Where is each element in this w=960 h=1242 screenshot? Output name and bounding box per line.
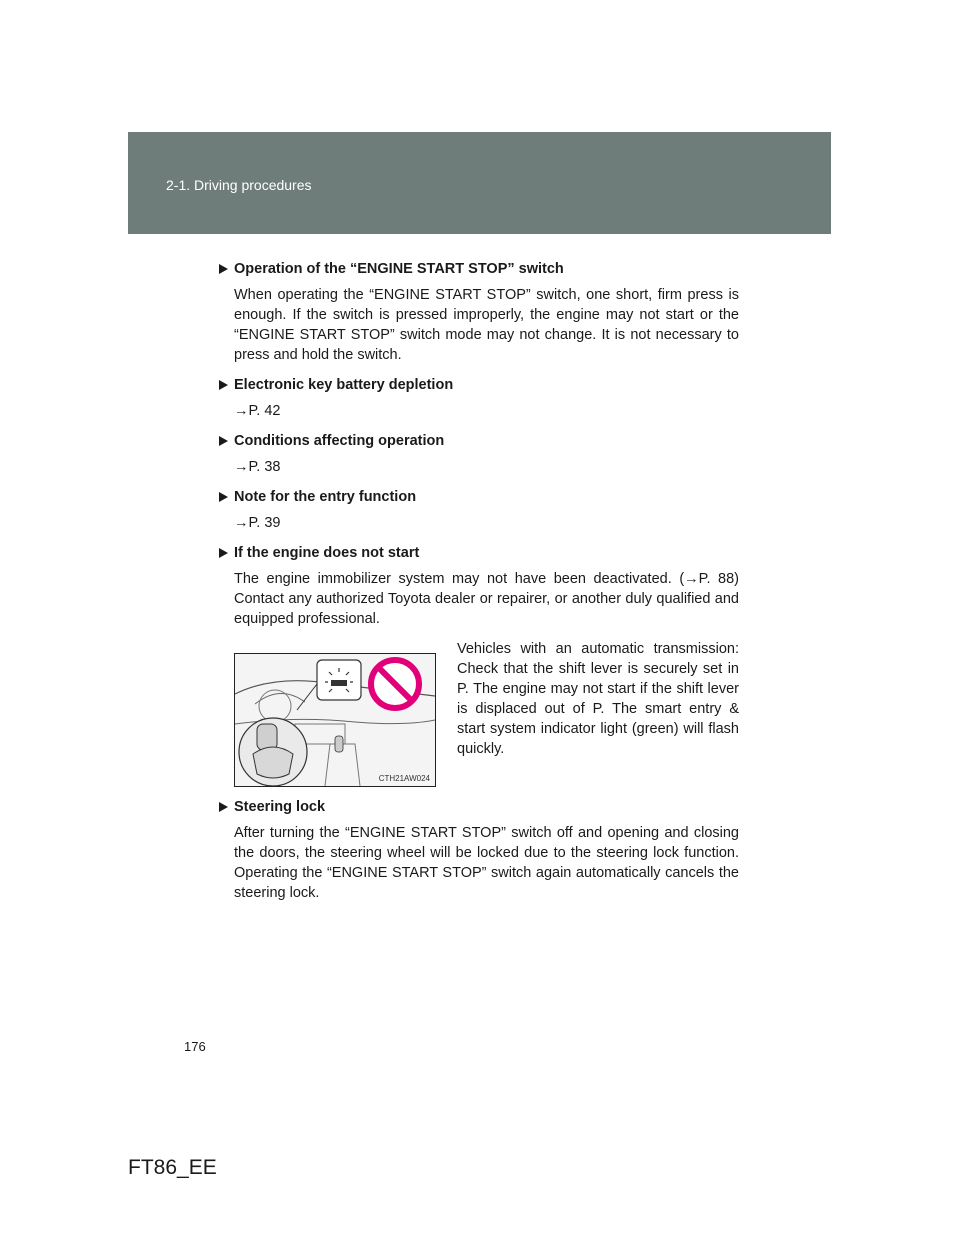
triangle-bullet-icon <box>219 380 228 390</box>
triangle-bullet-icon <box>219 548 228 558</box>
figure-caption: Vehicles with an automatic transmission: Check that the shift lever is securely set in P. The engine may not start if the shift lever is displaced out of P. The smart entry & start system indicator light (green) will flash quickly. <box>457 641 739 757</box>
section-body: When operating the “ENGINE START STOP” switch, one short, firm press is enough. If the switch is pressed improperly, the engine may not start or the “ENGINE START STOP” switch mode may not change. It is not necessary to press and hold the switch. <box>234 287 739 363</box>
dashboard-illustration <box>234 653 436 787</box>
page-number: 176 <box>184 1039 206 1054</box>
chapter-header <box>128 132 831 234</box>
page-reference: →P. 42 <box>234 403 281 419</box>
page-reference: →P. 39 <box>234 515 281 531</box>
triangle-bullet-icon <box>219 492 228 502</box>
section-heading: Steering lock <box>219 797 739 817</box>
dashboard-shift-lever-illustration-icon <box>235 654 435 786</box>
section-heading: Note for the entry function <box>219 487 739 507</box>
section-heading: Electronic key battery depletion <box>219 375 739 395</box>
triangle-bullet-icon <box>219 802 228 812</box>
section-body: After turning the “ENGINE START STOP” switch off and opening and closing the doors, the steering wheel will be locked due to the steering lock function. Operating the “ENGINE START STOP” switch again automatically cancels the steering lock. <box>234 825 739 901</box>
section-body: The engine immobilizer system may not have been deactivated. (→P. 88) Contact any authorized Toyota dealer or repairer, or another duly qualified and equipped professional. <box>234 571 739 627</box>
section-heading: Operation of the “ENGINE START STOP” switch <box>219 259 739 279</box>
triangle-bullet-icon <box>219 264 228 274</box>
page-content <box>219 259 739 913</box>
chapter-title: 2-1. Driving procedures <box>166 177 312 193</box>
page-reference: →P. 38 <box>234 459 281 475</box>
triangle-bullet-icon <box>219 436 228 446</box>
document-code: FT86_EE <box>128 1156 217 1179</box>
section-heading: Conditions affecting operation <box>219 431 739 451</box>
figure-row <box>234 639 739 787</box>
figure-code: CTH21AW024 <box>378 774 430 783</box>
section-heading: If the engine does not start <box>219 543 739 563</box>
